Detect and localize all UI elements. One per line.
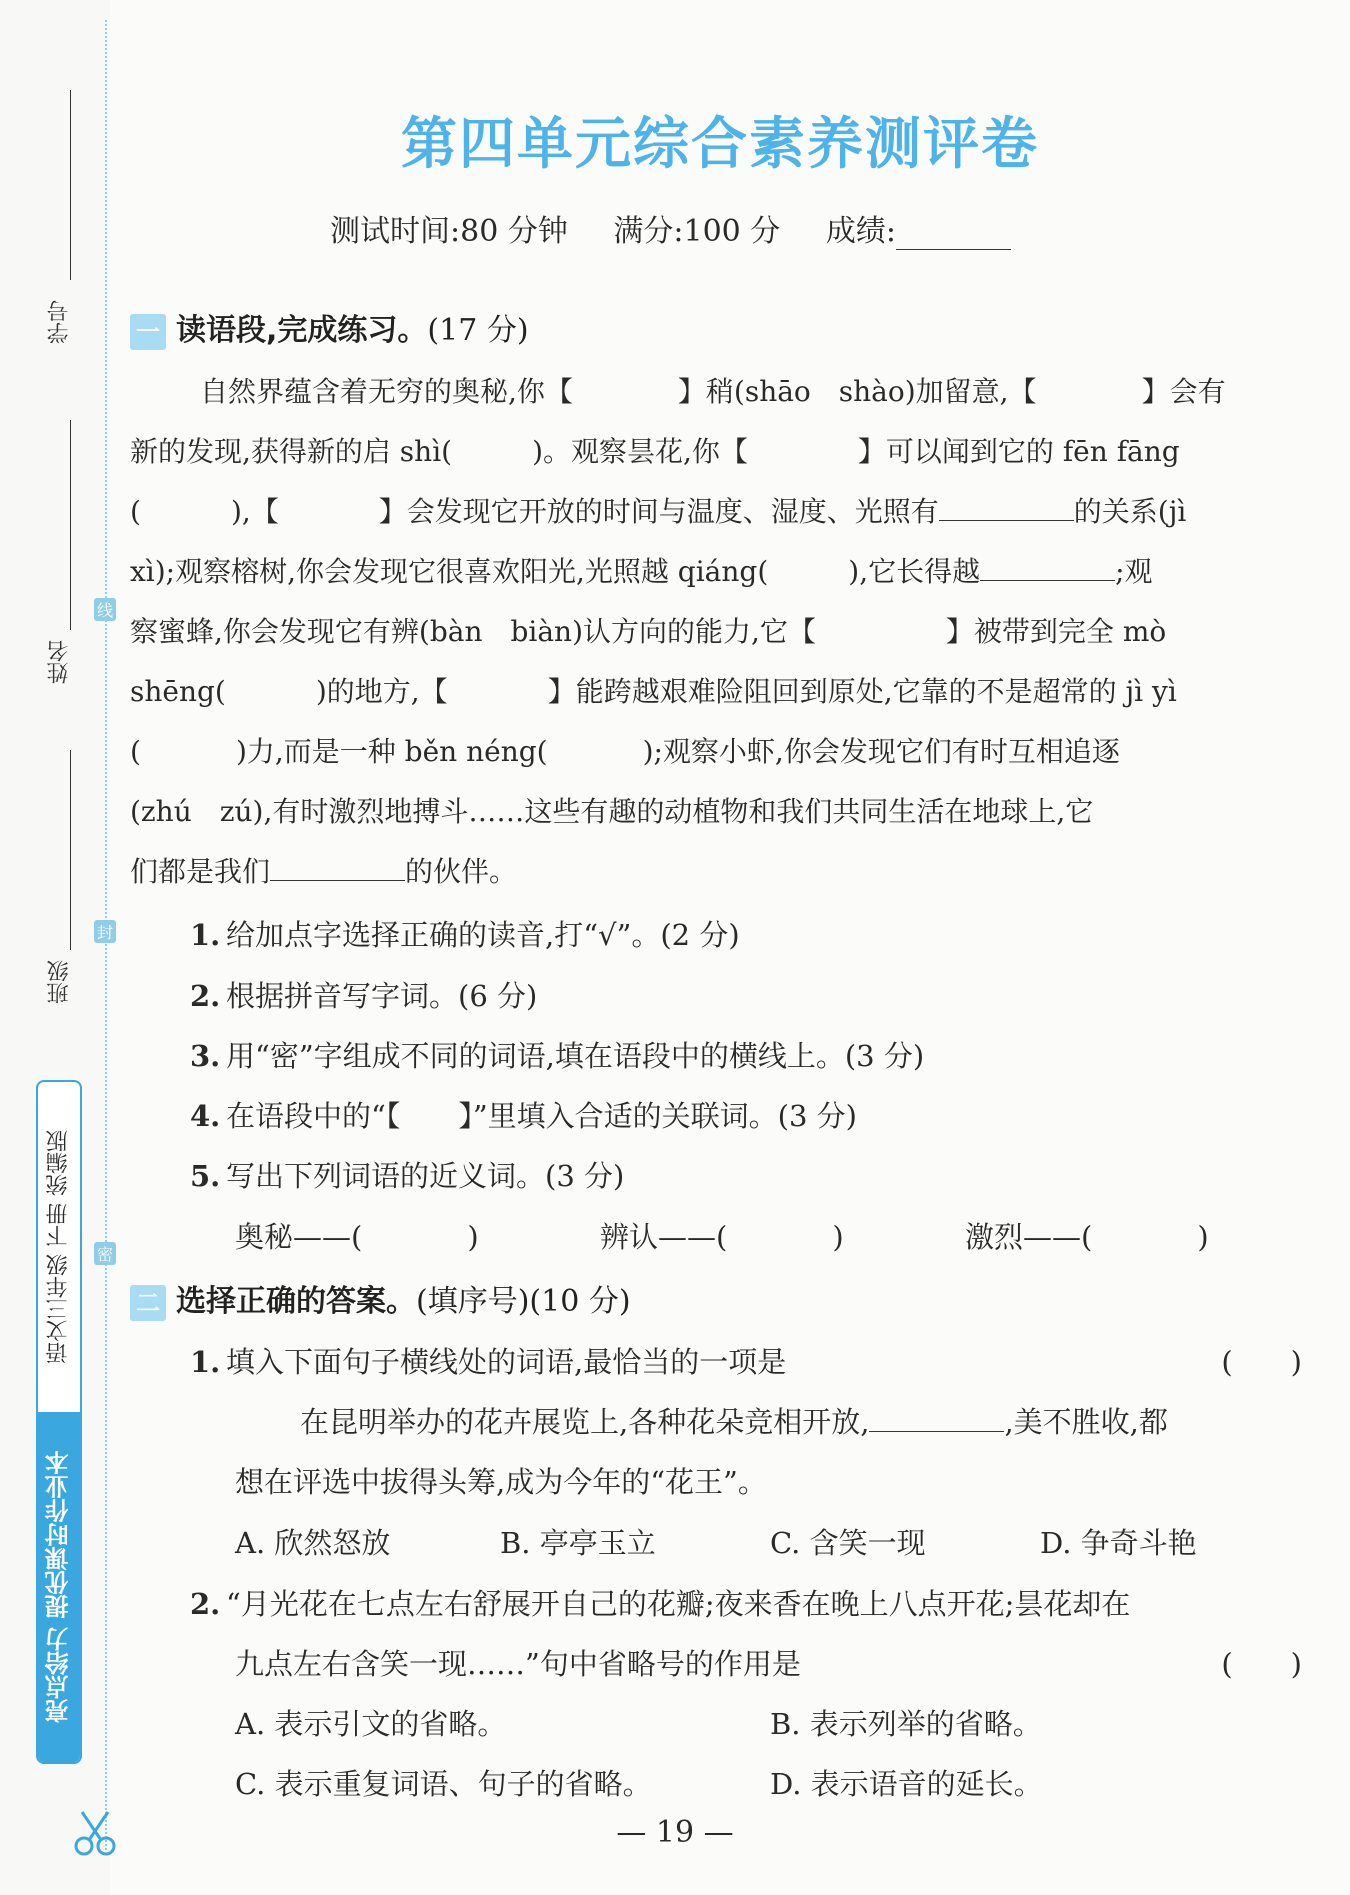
- question-1-3: 3. 用“密”字组成不同的词语,填在语段中的横线上。(3 分): [190, 1039, 925, 1073]
- score-label: 成绩:: [825, 214, 896, 249]
- blank-line[interactable]: [869, 1405, 1004, 1432]
- answer-paren-2-1[interactable]: ( ): [1221, 1345, 1302, 1379]
- synonym-jilie: 激烈——( ): [965, 1220, 1209, 1254]
- option-a[interactable]: A. 表示引文的省略。: [235, 1707, 507, 1741]
- blank-line[interactable]: [980, 554, 1115, 581]
- brand-label: 亮点给力 提优课时作业本: [38, 1412, 80, 1762]
- passage-line: ( )力,而是一种 běn néng( );观察小虾,你会发现它们有时互相追逐: [130, 735, 1120, 768]
- full-score-label: 满分:100 分: [613, 214, 781, 249]
- passage-line: ( ),【 】会发现它开放的时间与温度、湿度、光照有 的关系(jì: [130, 495, 1187, 528]
- name-label: 姓名: [47, 640, 72, 684]
- question-2-1: 1. 填入下面句子横线处的词语,最恰当的一项是: [190, 1345, 787, 1379]
- passage-line: 们都是我们 的伙伴。: [130, 855, 518, 888]
- cut-mark-xian: 线: [94, 598, 116, 621]
- section1-heading: [130, 305, 529, 350]
- section2-title: 选择正确的答案。: [176, 1284, 416, 1319]
- passage-line: 察蜜蜂,你会发现它有辨(bàn biàn)认方向的能力,它【 】被带到完全 mò: [130, 615, 1167, 648]
- book-tab: [36, 1080, 82, 1764]
- option-a[interactable]: A. 欣然怒放: [235, 1526, 391, 1560]
- synonym-aomi: 奥秘——( ): [235, 1220, 479, 1254]
- section1-title: 读语段,完成练习。: [176, 313, 428, 348]
- question-2-1-sentence: 在昆明举办的花卉展览上,各种花朵竞相开放, ,美不胜收,都: [300, 1405, 1168, 1439]
- section2-points: (填序号)(10 分): [416, 1284, 631, 1319]
- section1-points: (17 分): [427, 313, 529, 348]
- question-1-2: 2. 根据拼音写字词。(6 分): [190, 979, 538, 1013]
- question-1-1: 1. 给加点字选择正确的读音,打“√”。(2 分): [190, 918, 740, 952]
- answer-paren-2-2[interactable]: ( ): [1221, 1647, 1302, 1681]
- question-2-2-cont: 九点左右含笑一现……”句中省略号的作用是: [235, 1647, 801, 1681]
- student-id-line: [70, 90, 71, 280]
- section2-badge: 二: [130, 1285, 166, 1321]
- name-line: [70, 420, 71, 630]
- cut-mark-mi: 密: [94, 1242, 116, 1265]
- class-label: 班级: [47, 960, 72, 1004]
- passage: [130, 362, 1305, 902]
- passage-line: 自然界蕴含着无穷的奥秘,你【 】稍(shāo shào)加留意,【 】会有: [200, 375, 1226, 408]
- blank-line[interactable]: [939, 494, 1074, 521]
- exam-info: [330, 206, 1047, 250]
- question-1-4: 4. 在语段中的“【 】”里填入合适的关联词。(3 分): [190, 1099, 857, 1133]
- page-number: — 19 —: [616, 1815, 734, 1850]
- cut-mark-feng: 封: [94, 920, 116, 943]
- passage-line: 新的发现,获得新的启 shì( )。观察昙花,你【 】可以闻到它的 fēn fāng: [130, 435, 1180, 468]
- time-label: 测试时间:80 分钟: [330, 214, 568, 249]
- page-title: 第四单元综合素养测评卷: [401, 111, 1039, 177]
- student-id-label: 学号: [47, 300, 72, 344]
- option-c[interactable]: C. 表示重复词语、句子的省略。: [235, 1767, 652, 1801]
- passage-line: shēng( )的地方,【 】能跨越艰难险阻回到原处,它靠的不是超常的 jì yì: [130, 675, 1177, 708]
- passage-line: (zhú zú),有时激烈地搏斗……这些有趣的动植物和我们共同生活在地球上,它: [130, 795, 1094, 828]
- question-2-2: 2. “月光花在七点左右舒展开自己的花瓣;夜来香在晚上八点开花;昙花却在: [190, 1587, 1131, 1621]
- question-1-5: 5. 写出下列词语的近义词。(3 分): [190, 1159, 625, 1193]
- passage-line: xì);观察榕树,你会发现它很喜欢阳光,光照越 qiáng( ),它长得越 ;观: [130, 555, 1153, 588]
- class-line: [70, 750, 71, 950]
- section2-heading: [130, 1276, 631, 1321]
- section1-badge: 一: [130, 314, 166, 350]
- synonym-bianren: 辨认——( ): [600, 1220, 844, 1254]
- option-d[interactable]: D. 争奇斗艳: [1040, 1526, 1197, 1560]
- option-d[interactable]: D. 表示语音的延长。: [770, 1767, 1043, 1801]
- grade-label: 语文三年级 下册 统编版: [46, 1130, 71, 1364]
- score-field[interactable]: [896, 223, 1011, 250]
- blank-line[interactable]: [270, 854, 405, 881]
- question-2-1-sentence-cont: 想在评选中拔得头筹,成为今年的“花王”。: [235, 1465, 767, 1499]
- option-b[interactable]: B. 表示列举的省略。: [770, 1707, 1042, 1741]
- option-b[interactable]: B. 亭亭玉立: [500, 1526, 656, 1560]
- option-c[interactable]: C. 含笑一现: [770, 1526, 926, 1560]
